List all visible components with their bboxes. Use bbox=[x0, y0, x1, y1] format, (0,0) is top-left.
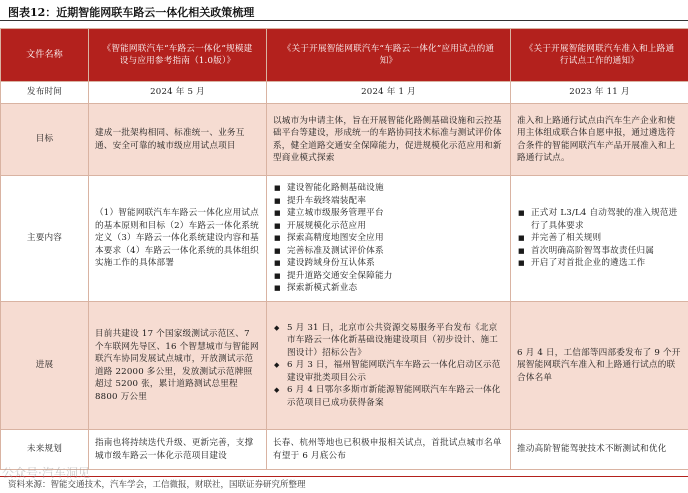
content-access-item: ■ 开启了对首批企业的遴选工作 bbox=[529, 257, 682, 270]
row-label-goal: 目标 bbox=[1, 104, 89, 176]
table-row-goal bbox=[1, 104, 688, 176]
content-access-item: ■ 首次明确高阶智驾事故责任归属 bbox=[529, 245, 682, 258]
progress-pilot-item: ◆ 6 月 4 日鄂尔多斯市新能源智能网联汽车车路云一体化示范项目已成功获得备案 bbox=[285, 384, 504, 409]
content-pilot-item: ■ 探索新模式新业态 bbox=[285, 282, 504, 295]
source-note: 资料来源：智能交通技术，汽车学会，工信微报，财联社，国联证券研究所整理 bbox=[8, 480, 306, 490]
date-pilot: 2024 年 1 月 bbox=[267, 82, 511, 104]
progress-guide: 目前共建设 17 个国家级测试示范区、7 个车联网先导区、16 个智慧城市与智能网联汽车协同发展试点城市，开放测试示范道路 22000 多公里，发放测试示范牌照超过 5200 张，累计道路测试总里程 8800 万公里 bbox=[89, 302, 267, 430]
row-label-future: 未来规划 bbox=[1, 430, 89, 470]
table-row-date bbox=[1, 82, 688, 104]
content-pilot-item: ■ 提升车载终端装配率 bbox=[285, 195, 504, 208]
content-pilot-item: ■ 建设跨域身份互认体系 bbox=[285, 257, 504, 270]
policy-table bbox=[0, 28, 688, 470]
row-label-content: 主要内容 bbox=[1, 176, 89, 302]
header-pilot-notice: 《关于开展智能网联汽车“车路云一体化”应用试点的通知》 bbox=[267, 29, 511, 82]
table-row-content bbox=[1, 176, 688, 302]
header-file-name: 文件名称 bbox=[1, 29, 89, 82]
future-pilot: 长春、杭州等地也已积极申报相关试点，首批试点城市名单有望于 6 月底公布 bbox=[267, 430, 511, 470]
content-pilot-item: ■ 建立城市级服务管理平台 bbox=[285, 207, 504, 220]
header-guide: 《智能网联汽车“车路云一体化”规模建设与应用参考指南（1.0版）》 bbox=[89, 29, 267, 82]
content-access bbox=[511, 176, 688, 302]
progress-pilot-item: ◆ 6 月 3 日，福州智能网联汽车车路云一体化启动区示范建设审批类项目公示 bbox=[285, 359, 504, 384]
table-row-future bbox=[1, 430, 688, 470]
figure-title: 图表12：近期智能网联车路云一体化相关政策梳理 bbox=[8, 6, 255, 19]
date-access: 2023 年 11 月 bbox=[511, 82, 688, 104]
goal-pilot: 以城市为申请主体，旨在开展智能化路侧基础设施和云控基础平台等建设，形成统一的车路协同技术标准与测试评价体系，健全道路交通安全保障能力，促进规模化示范应用和新型商业模式探索 bbox=[267, 104, 511, 176]
source-rule bbox=[0, 476, 688, 477]
content-pilot-item: ■ 开展规模化示范应用 bbox=[285, 220, 504, 233]
row-label-progress: 进展 bbox=[1, 302, 89, 430]
progress-access: 6 月 4 日，工信部等四部委发布了 9 个开展智能网联汽车准入和上路通行试点的联合体名单 bbox=[511, 302, 688, 430]
content-guide: （1）智能网联汽车车路云一体化应用试点的基本原则和目标（2）车路云一体化系统定义（3）车路云一体化系统建设内容和基本要求（4）车路云一体化系统的具体组织实施工作的具体部署 bbox=[89, 176, 267, 302]
content-pilot bbox=[267, 176, 511, 302]
future-access: 推动高阶智能驾驶技术不断测试和优化 bbox=[511, 430, 688, 470]
content-access-item: ■ 并完善了相关规则 bbox=[529, 232, 682, 245]
header-access-notice: 《关于开展智能网联汽车准入和上路通行试点工作的通知》 bbox=[511, 29, 688, 82]
future-guide: 指南也将持续迭代升级、更新完善，支撑城市级车路云一体化示范项目建设 bbox=[89, 430, 267, 470]
content-pilot-item: ■ 完善标准及测试评价体系 bbox=[285, 245, 504, 258]
table-row-progress bbox=[1, 302, 688, 430]
title-rule bbox=[0, 20, 688, 21]
content-access-item: ■ 正式对 L3/L4 自动驾驶的准入规范进行了具体要求 bbox=[529, 207, 682, 232]
content-pilot-item: ■ 建设智能化路侧基础设施 bbox=[285, 182, 504, 195]
content-pilot-item: ■ 探索高精度地图安全应用 bbox=[285, 232, 504, 245]
goal-guide: 建成一批架构相同、标准统一、业务互通、安全可靠的城市级应用试点项目 bbox=[89, 104, 267, 176]
date-guide: 2024 年 5 月 bbox=[89, 82, 267, 104]
row-label-date: 发布时间 bbox=[1, 82, 89, 104]
progress-pilot-item: ◆ 5 月 31 日，北京市公共资源交易服务平台发布《北京市车路云一体化新基础设施建设项目（初步设计、施工图设计）招标公告》 bbox=[285, 322, 504, 360]
watermark: 公众号·汽车洞见 bbox=[2, 466, 90, 480]
goal-access: 准入和上路通行试点由汽车生产企业和使用主体组成联合体自愿申报，通过遴选符合条件的智能网联汽车产品开展准入和上路通行试点。 bbox=[511, 104, 688, 176]
table-header-row bbox=[1, 29, 688, 82]
content-pilot-item: ■ 提升道路交通安全保障能力 bbox=[285, 270, 504, 283]
progress-pilot bbox=[267, 302, 511, 430]
